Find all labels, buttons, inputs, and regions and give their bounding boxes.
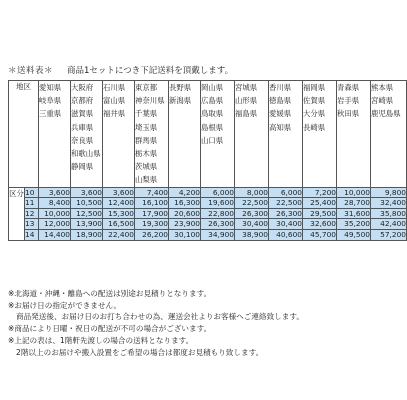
price-cell: 8,400 [39,198,71,209]
region-cell [201,81,235,188]
shipping-notes [8,288,304,358]
price-cell: 9,800 [371,187,407,198]
price-cell: 8,000 [235,187,269,198]
prefecture-label: 東京都 [135,83,158,92]
prefecture-label: 三重県 [39,109,62,119]
prefecture-label: 長崎県 [303,122,326,132]
prefecture-label: 静岡県 [71,162,94,172]
price-cell: 7,200 [303,187,337,198]
region-header-cell: 地区 [9,81,39,188]
prefecture-label: 滋賀県 [71,109,94,119]
prefecture-label: 岡山県 [201,83,224,92]
region-header-row [9,81,407,188]
price-cell: 32,600 [303,219,337,230]
price-cell: 23,900 [169,219,201,230]
table-row [9,187,407,198]
prefecture-label: 富山県 [103,96,126,106]
prefecture-label: 千葉県 [135,109,158,119]
price-cell: 22,800 [201,208,235,219]
prefecture-label: 愛知県 [39,83,62,92]
price-cell: 35,200 [337,219,371,230]
prefecture-label: 新潟県 [169,96,192,106]
size-cell: 13 [25,219,39,230]
price-cell: 18,900 [71,230,103,241]
price-cell: 31,600 [337,208,371,219]
price-cell: 30,400 [269,219,303,230]
prefecture-label: 長野県 [169,83,192,92]
price-cell: 19,600 [201,198,235,209]
prefecture-label: 鹿児島県 [371,109,401,119]
prefecture-label: 栃木県 [135,149,158,159]
prefecture-label: 群馬県 [135,135,158,145]
prefecture-label: 広島県 [201,96,224,106]
price-cell: 30,100 [169,230,201,241]
price-cell: 45,700 [303,230,337,241]
price-cell: 34,900 [201,230,235,241]
prefecture-label: 奈良県 [71,135,94,145]
region-cell [235,81,269,188]
prefecture-label: 茨城県 [135,162,158,172]
table-row [9,198,407,209]
size-cell: 11 [25,198,39,209]
region-cell [269,81,303,188]
prefecture-label: 青森県 [337,83,360,92]
price-cell: 28,700 [337,198,371,209]
price-cell: 16,300 [169,198,201,209]
prefecture-label: 福岡県 [303,83,326,92]
shipping-rate-table [8,80,407,241]
price-cell: 17,900 [135,208,169,219]
price-cell: 13,900 [71,219,103,230]
price-cell: 12,000 [39,219,71,230]
price-cell: 6,000 [201,187,235,198]
price-cell: 3,600 [39,187,71,198]
price-cell: 22,500 [269,198,303,209]
note-line: 2階以上のお届けや搬入設置をご希望の場合は都度お見積もり致します。 [16,347,264,357]
price-cell: 26,300 [235,208,269,219]
prefecture-label: 鳥取県 [201,109,224,119]
table-row [9,208,407,219]
size-cell: 14 [25,230,39,241]
prefecture-label: 宮城県 [235,83,258,92]
region-cell [71,81,103,188]
price-cell: 49,500 [337,230,371,241]
prefecture-label: 京都府 [71,96,94,106]
region-cell [39,81,71,188]
prefecture-label: 福島県 [235,109,258,119]
price-cell: 38,900 [235,230,269,241]
price-cell: 26,200 [135,230,169,241]
price-cell: 15,300 [103,208,135,219]
region-cell [103,81,135,188]
prefecture-label: 埼玉県 [135,122,158,132]
price-cell: 40,600 [269,230,303,241]
note-line: ※お届け日の指定ができません。 [8,300,122,310]
prefecture-label: 徳島県 [269,96,292,106]
price-cell: 3,600 [71,187,103,198]
table-subtitle: 商品1セットにつき下記送料を頂戴します。 [67,66,234,76]
prefecture-label: 兵庫県 [71,122,94,132]
price-cell: 7,400 [135,187,169,198]
price-cell: 10,000 [337,187,371,198]
price-cell: 10,500 [71,198,103,209]
price-cell: 26,300 [269,208,303,219]
region-cell [303,81,337,188]
prefecture-label: 岐阜県 [39,96,62,106]
price-cell: 3,600 [103,187,135,198]
prefecture-label: 山形県 [235,96,258,106]
price-cell: 16,100 [135,198,169,209]
price-cell: 16,500 [103,219,135,230]
prefecture-label: 高知県 [269,122,292,132]
prefecture-label: 島根県 [201,122,224,132]
price-cell: 42,400 [371,219,407,230]
note-line: ※上記の表は、1階軒先渡しの場合の送料となります。 [8,335,194,345]
prefecture-label: 大阪府 [71,83,94,92]
prefecture-label: 大分県 [303,109,326,119]
note-line: 商品発送後、お届け日のお打ち合わせの為、運送会社よりお客様へご連絡致します。 [16,312,304,322]
price-cell: 35,800 [371,208,407,219]
price-cell: 26,300 [201,219,235,230]
prefecture-label: 愛媛県 [269,109,292,119]
price-cell: 10,000 [39,208,71,219]
table-title-line [8,64,233,76]
prefecture-label: 和歌山県 [71,149,101,159]
note-line: ※北海道・沖縄・離島への配送は別途お見積りとなります。 [8,289,212,298]
price-cell: 12,400 [103,198,135,209]
price-cell: 12,500 [71,208,103,219]
prefecture-label: 香川県 [269,83,292,92]
prefecture-label: 山梨県 [135,175,158,185]
price-cell: 29,500 [303,208,337,219]
region-cell [337,81,371,188]
size-cell: 10 [25,187,39,198]
table-title: ＊送料表＊ [8,66,54,76]
region-cell [135,81,169,188]
price-cell: 30,400 [235,219,269,230]
price-cell: 20,600 [169,208,201,219]
price-cell: 32,400 [371,198,407,209]
prefecture-label: 岩手県 [337,96,360,106]
region-cell [371,81,407,188]
table-row [9,219,407,230]
price-cell: 4,200 [169,187,201,198]
prefecture-label: 宮崎県 [371,96,394,106]
prefecture-label: 佐賀県 [303,96,326,106]
prefecture-label: 神奈川県 [135,96,165,106]
price-cell: 6,000 [269,187,303,198]
price-cell: 25,400 [303,198,337,209]
prefecture-label: 熊本県 [371,83,394,92]
prefecture-label: 秋田県 [337,109,360,119]
category-header-cell: 区分 [9,187,25,240]
region-cell [169,81,201,188]
prefecture-label: 石川県 [103,83,126,92]
price-cell: 22,400 [103,230,135,241]
price-cell: 19,300 [135,219,169,230]
size-cell: 12 [25,208,39,219]
price-cell: 57,200 [371,230,407,241]
prefecture-label: 山口県 [201,135,224,145]
table-row [9,230,407,241]
note-line: ※商品により日曜・祝日の配送が不可の場合がございます。 [8,324,212,334]
price-cell: 14,400 [39,230,71,241]
price-cell: 22,500 [235,198,269,209]
prefecture-label: 福井県 [103,109,126,119]
